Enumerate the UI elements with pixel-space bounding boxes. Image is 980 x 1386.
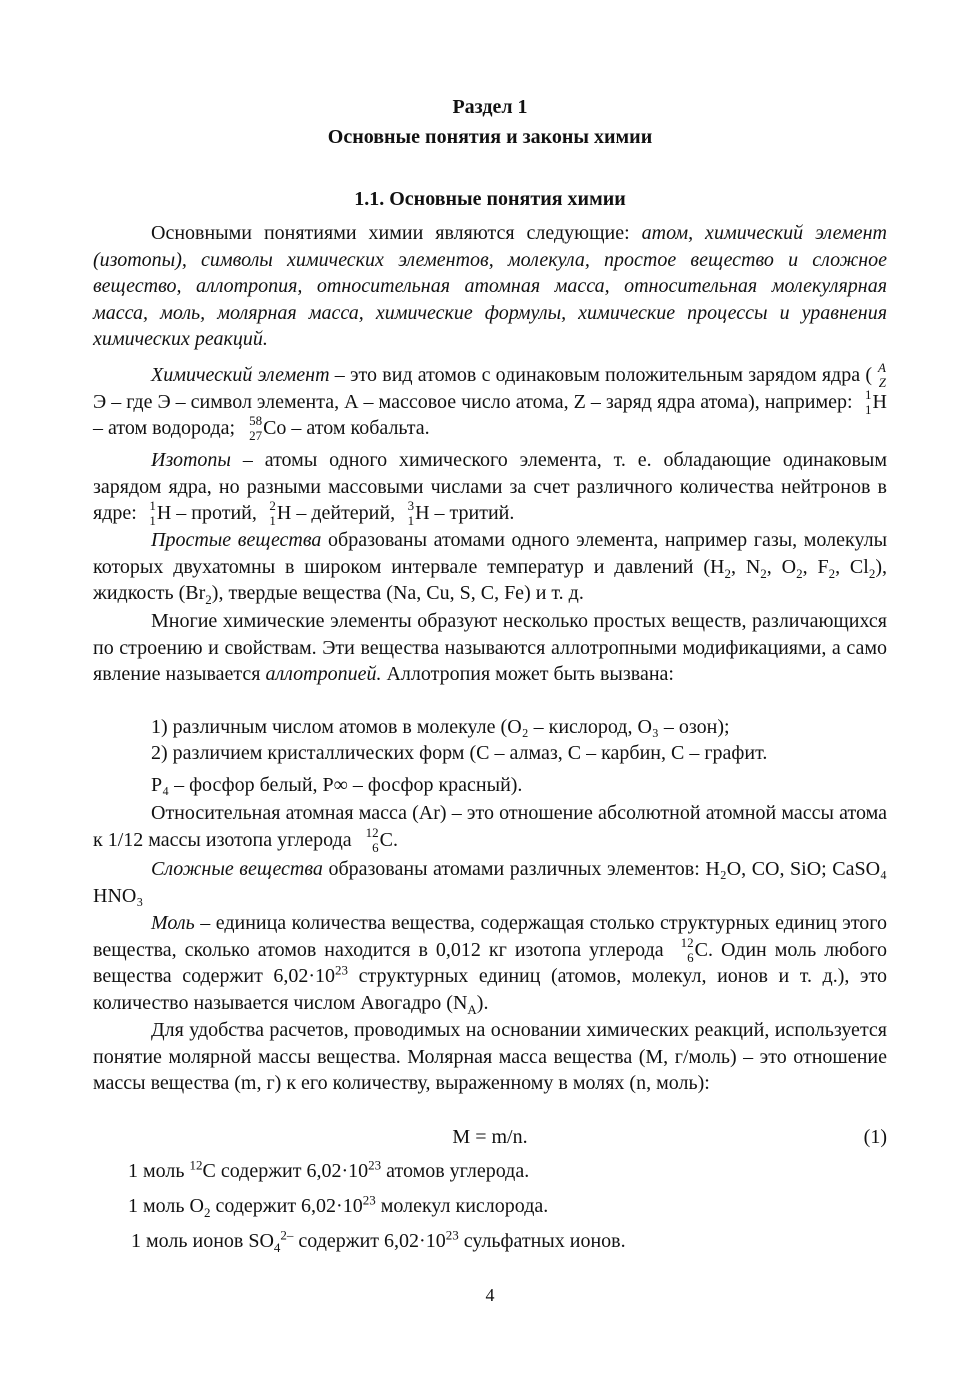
paragraph-allotropy: Многие химические элементы образуют несколько простых веществ, различающихся по строению и свойствам. Эти вещества называются аллотропными модификациями, а само явление называется аллотропией. Аллотропия может быть вызвана: [93,610,887,686]
paragraph-simple-substances: Простые вещества образованы атомами одного элемента, например газы, молекулы которых двухатомны в широком интервале температур и давлений ($H_2$, $N_2$, $O_2$, $F_2$, $Cl_2$), жидкость $(Br_2)$, твердые вещества (Na, Cu, S, C, Fe) и т. д. [93,529,888,608]
hydrogen-nuclide: 1 1 [865,386,872,417]
fact-sulfate: 1 моль ионов $SO_4^{2-}$ содержит $6,02\cdot 10^{23}$ сульфатных ионов. [131,1227,626,1255]
term-isotopes: Изотопы [151,449,231,471]
list-item-2: 2) различием кристаллических форм (С – алмаз, С – карбин, С – графит. [151,742,768,764]
fact-oxygen: 1 моль $O_2$ содержит $6,02\cdot 10^{23}$ молекул кислорода. [128,1192,549,1220]
paragraph-molar-mass: Для удобства расчетов, проводимых на основании химических реакций, используется понятие молярной массы вещества. Молярная масса вещества (М, г/моль) – это отношение массы вещества (m, г) к его количеству, выраженному в молях (n, моль): [93,1019,887,1095]
phosphorus-line: P₄ – фосфор белый, P∞ – фосфор красный). [151,774,523,796]
section-title: Основные понятия и законы химии [327,126,653,148]
section-number: Раздел 1 [452,96,528,118]
carbon12-nuclide: 12 6 [680,934,694,965]
page-number: 4 [485,1285,495,1305]
term-complex-substances: Сложные вещества [151,858,323,880]
section-heading [93,92,887,152]
term-simple-substances: Простые вещества [151,529,322,551]
list-item-1: 1) различным числом атомов в молекуле (O₂ – кислород, O₃ – озон); [151,716,730,738]
paragraph-mole: Моль – единица количества вещества, содержащая столько структурных единиц этого вещества, сколько атомов находится в 0,012 кг изотопа углерода 12 6 C. Один моль любого вещества содержит $6,02\cdot 10^{23}$ структурных единиц (атомов, молекул, ионов и т. д.), это количество называется числом Авогадро $(N_A)$. [93,912,888,1017]
formula-molar-mass: M = m/n. [452,1126,528,1148]
subsection-title: 1.1. Основные понятия химии [354,188,626,210]
nuclide-notation: A Z [878,360,886,390]
protium-nuclide: 1 1 [149,498,156,529]
fact-carbon: 1 моль $^{12}$C содержит $6,02\cdot 10^{23}$ атомов углерода. [128,1157,530,1182]
cobalt-nuclide: 58 27 [249,413,263,444]
paragraph-chemical-element: Химический элемент – это вид атомов с одинаковым положительным зарядом ядра ( A Z Э – где Э – символ элемента, А – массовое число атома, Z – заряд ядра атома), например: 1 1 H – атом водорода; 58 27 Co – атом кобальта. [93,360,887,444]
term-mole: Моль [151,912,195,934]
paragraph-relative-atomic-mass: Относительная атомная масса (Ar) – это отношение абсолютной атомной массы атома к 1/12 массы изотопа углерода 12 6 C. [93,802,887,855]
paragraph-complex-substances: Сложные вещества образованы атомами различных элементов: H₂O, CO, SiO; CaSO₄ HNO₃ [93,858,888,907]
paragraph-isotopes: Изотопы – атомы одного химического элемента, т. е. обладающие одинаковым зарядом ядра, но разными массовыми числами за счет различного количества нейтронов в ядре: 1 1 H – протий, 2 1 H – дейтерий, 3 1 H – тритий. [93,449,887,529]
deuterium-nuclide: 2 1 [269,498,276,529]
formula-number: (1) [863,1126,887,1148]
concepts-list: атом, химический элемент (изотопы), символы химических элементов, молекула, простое вещество и сложное вещество, аллотропия, относительная атомная масса, относительная молекулярная масса, моль, молярная масса, химические формулы, химические процессы и уравнения химических реакций. [93,222,887,351]
paragraph-basic-concepts: Основными понятиями химии являются следующие: атом, химический элемент (изотопы), символы химических элементов, молекула, простое вещество и сложное вещество, аллотропия, относительная атомная масса, относительная молекулярная масса, моль, молярная масса, химические формулы, химические процессы и уравнения химических реакций. [93,222,887,351]
carbon12-nuclide: 12 6 [365,824,379,855]
tritium-nuclide: 3 1 [407,498,415,529]
term-chemical-element: Химический элемент [151,364,330,386]
term-allotropy: аллотропией. [265,663,382,686]
